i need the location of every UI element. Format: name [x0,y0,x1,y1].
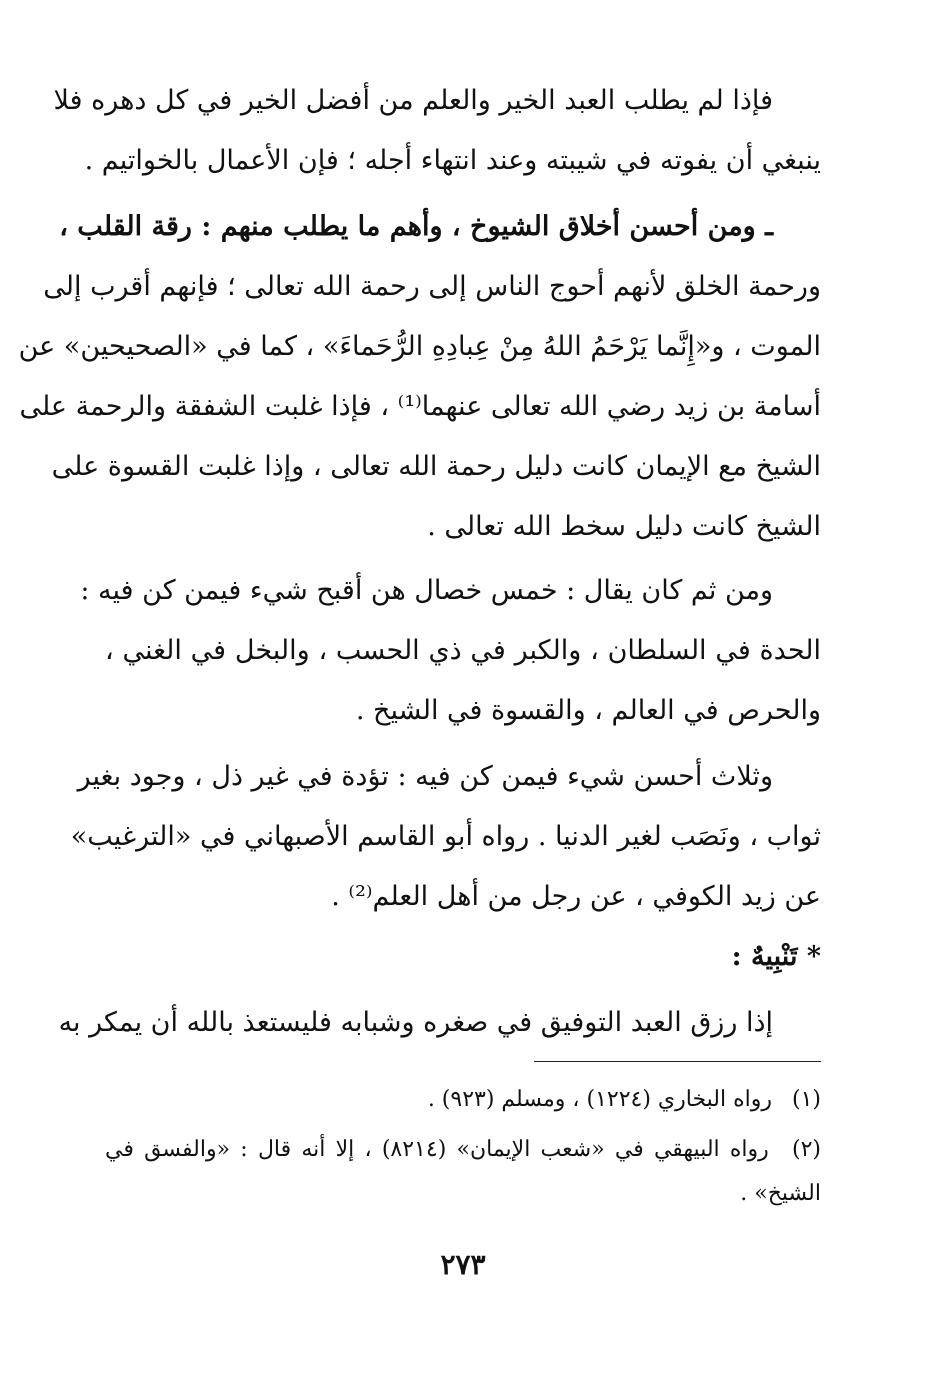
body-line: الشيخ كانت دليل سخط الله تعالى . [427,511,821,542]
body-line: الحدة في السلطان ، والكبر في ذي الحسب ، والبخل في الغني ، [105,635,821,666]
body-line: ينبغي أن يفوته في شيبته وعند انتهاء أجله ؛ فإن الأعمال بالخواتيم . [84,145,821,176]
footnote [105,1130,821,1170]
body-line: الشيخ مع الإيمان كانت دليل رحمة الله تعالى ، وإذا غلبت القسوة على [51,451,821,482]
footnote-number: (٢) [791,1137,821,1162]
body-line: الموت ، و«إِنَّما يَرْحَمُ اللهُ مِنْ عِبادِهِ الرُّحَماءَ» ، كما في «الصحيحين» عن [18,331,821,362]
body-line: ومن ثم كان يقال : خمس خصال هن أقبح شيء فيمن كن فيه : [80,575,773,606]
footnote-text: الشيخ» . [740,1181,821,1206]
body-line: فإذا لم يطلب العبد الخير والعلم من أفضل الخير في كل دهره فلا [53,85,773,116]
body-line: عن زيد الكوفي ، عن رجل من أهل العلم⁽²⁾ . [331,881,821,912]
body-line: ـ ومن أحسن أخلاق الشيوخ ، وأهم ما يطلب منهم : رقة القلب ، [59,211,773,242]
footnote-separator [534,1061,821,1062]
footnote-text: رواه البخاري (١٢٢٤) ، ومسلم (٩٢٣) . [427,1087,772,1112]
body-line: أسامة بن زيد رضي الله تعالى عنهما⁽¹⁾ ، فإذا غلبت الشفقة والرحمة على [19,391,821,422]
footnote-text: رواه البيهقي في «شعب الإيمان» (٨٢١٤) ، إلا أنه قال : «والفسق في [105,1137,769,1162]
body-line: ثواب ، ونَصَب لغير الدنيا . رواه أبو القاسم الأصبهاني في «الترغيب» [70,821,821,852]
body-line: وثلاث أحسن شيء فيمن كن فيه : تؤدة في غير ذل ، وجود بغير [77,761,773,792]
footnote [105,1080,821,1120]
body-line: إذا رزق العبد التوفيق في صغره وشبابه فليستعذ بالله أن يمكر به [58,1007,773,1038]
page-content [18,78,821,1328]
footnote-number: (١) [791,1087,821,1112]
notice-heading: * تَنْبِيهٌ : [731,941,821,972]
body-line: والحرص في العالم ، والقسوة في الشيخ . [355,695,821,726]
footnote-continuation [105,1174,821,1214]
page-number: ٢٧٣ [440,1248,486,1281]
body-line: ورحمة الخلق لأنهم أحوج الناس إلى رحمة الله تعالى ؛ فإنهم أقرب إلى [43,271,821,302]
